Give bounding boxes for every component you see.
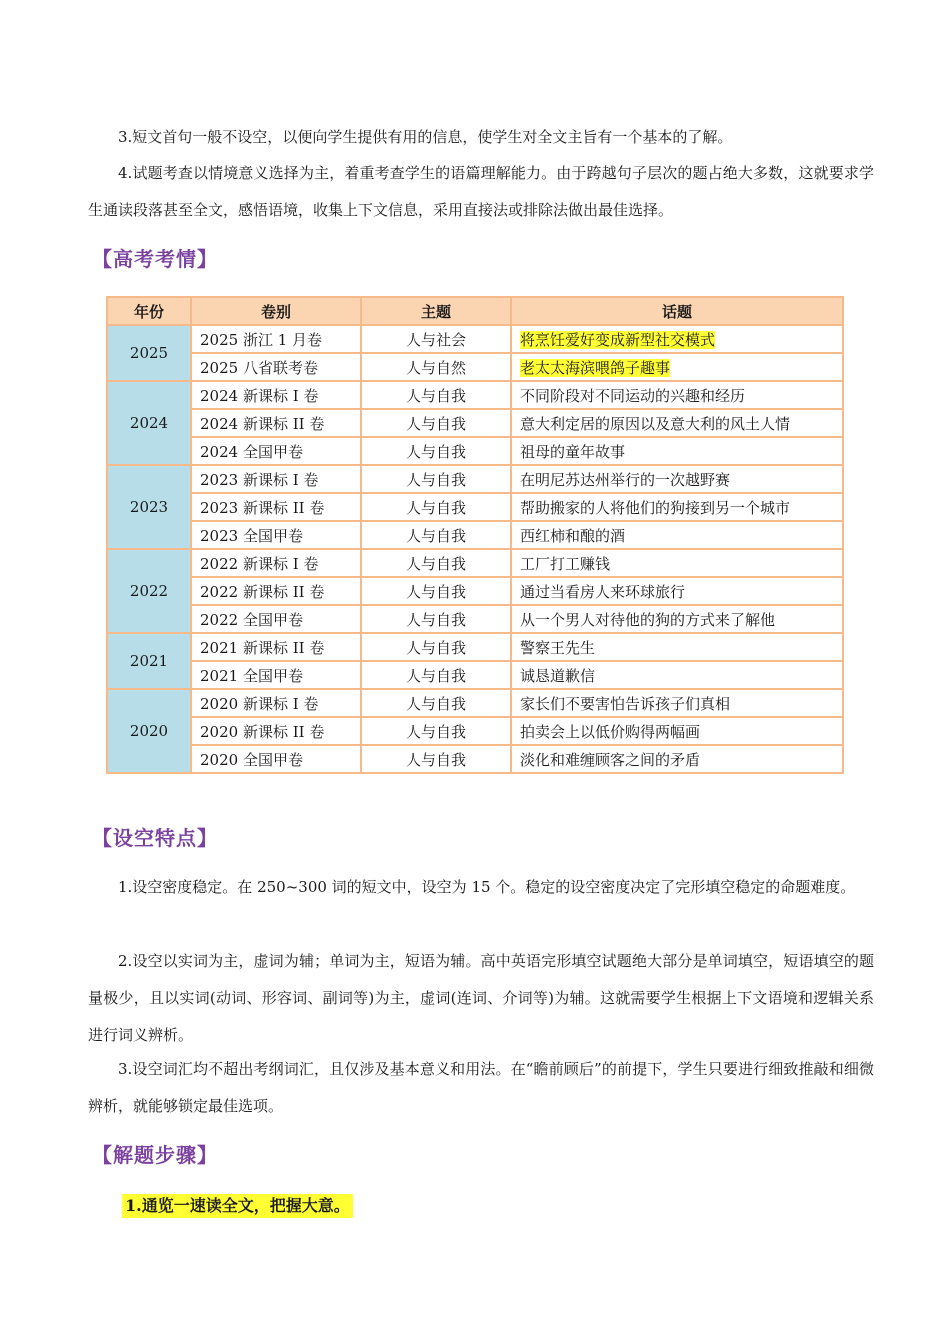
paper-cell: 2024 新课标 II 卷 xyxy=(191,409,361,437)
header-theme: 主题 xyxy=(361,297,511,325)
theme-cell: 人与自然 xyxy=(361,353,511,381)
topic-text: 警察王先生 xyxy=(520,638,596,657)
topic-text: 工厂打工赚钱 xyxy=(520,554,611,573)
section-title-exam-info: 【高考考情】 xyxy=(92,247,218,271)
exam-topics-table xyxy=(106,296,844,774)
table-row xyxy=(107,605,843,633)
paper-cell: 2021 新课标 II 卷 xyxy=(191,633,361,661)
paper-cell: 2023 新课标 II 卷 xyxy=(191,493,361,521)
theme-cell: 人与自我 xyxy=(361,437,511,465)
theme-cell: 人与自我 xyxy=(361,661,511,689)
paper-cell: 2025 八省联考卷 xyxy=(191,353,361,381)
table-row xyxy=(107,577,843,605)
topic-cell xyxy=(511,437,843,465)
table-row xyxy=(107,661,843,689)
topic-cell xyxy=(511,577,843,605)
paper-cell: 2020 新课标 I 卷 xyxy=(191,689,361,717)
topic-cell xyxy=(511,465,843,493)
theme-cell: 人与自我 xyxy=(361,493,511,521)
features-paragraph-3: 3.设空词汇均不超出考纲词汇，且仅涉及基本意义和用法。在“瞻前顾后”的前提下，学生只要进行细致推敲和细微辨析，就能够锁定最佳选项。 xyxy=(88,1060,874,1115)
theme-cell: 人与自我 xyxy=(361,381,511,409)
table-row xyxy=(107,437,843,465)
intro-paragraph-4: 4.试题考查以情境意义选择为主，着重考查学生的语篇理解能力。由于跨越句子层次的题占绝大多数，这就要求学生通读段落甚至全文，感悟语境，收集上下文信息，采用直接法或排除法做出最佳选择。 xyxy=(88,164,874,219)
topic-cell xyxy=(511,409,843,437)
topic-text: 西红柿和酿的酒 xyxy=(520,526,626,545)
year-cell: 2023 xyxy=(107,465,191,549)
topic-text: 从一个男人对待他的狗的方式来了解他 xyxy=(520,610,776,629)
topic-text: 将烹饪爱好变成新型社交模式 xyxy=(520,330,716,349)
theme-cell: 人与自我 xyxy=(361,605,511,633)
theme-cell: 人与自我 xyxy=(361,465,511,493)
table-row xyxy=(107,521,843,549)
topic-text: 诚恳道歉信 xyxy=(520,666,596,685)
table-row xyxy=(107,493,843,521)
topic-text: 祖母的童年故事 xyxy=(520,442,626,461)
table-row xyxy=(107,465,843,493)
topic-cell xyxy=(511,689,843,717)
year-cell: 2020 xyxy=(107,689,191,773)
paper-cell: 2025 浙江 1 月卷 xyxy=(191,325,361,353)
year-cell: 2024 xyxy=(107,381,191,465)
header-paper: 卷别 xyxy=(191,297,361,325)
topic-cell xyxy=(511,661,843,689)
topic-cell xyxy=(511,717,843,745)
topic-cell xyxy=(511,493,843,521)
table-row xyxy=(107,717,843,745)
theme-cell: 人与自我 xyxy=(361,689,511,717)
table-row xyxy=(107,353,843,381)
theme-cell: 人与自我 xyxy=(361,521,511,549)
year-cell: 2022 xyxy=(107,549,191,633)
topic-text: 不同阶段对不同运动的兴趣和经历 xyxy=(520,386,746,405)
topic-text: 通过当看房人来环球旅行 xyxy=(520,582,686,601)
table-row xyxy=(107,745,843,773)
theme-cell: 人与自我 xyxy=(361,717,511,745)
theme-cell: 人与自我 xyxy=(361,549,511,577)
theme-cell: 人与社会 xyxy=(361,325,511,353)
topic-cell xyxy=(511,549,843,577)
paper-cell: 2021 全国甲卷 xyxy=(191,661,361,689)
paper-cell: 2024 新课标 I 卷 xyxy=(191,381,361,409)
topic-cell xyxy=(511,745,843,773)
topic-text: 老太太海滨喂鸽子趣事 xyxy=(520,358,671,377)
paper-cell: 2020 新课标 II 卷 xyxy=(191,717,361,745)
year-cell: 2025 xyxy=(107,325,191,381)
theme-cell: 人与自我 xyxy=(361,745,511,773)
table-row xyxy=(107,381,843,409)
table-row xyxy=(107,325,843,353)
paper-cell: 2022 全国甲卷 xyxy=(191,605,361,633)
topic-text: 在明尼苏达州举行的一次越野赛 xyxy=(520,470,731,489)
topic-cell xyxy=(511,633,843,661)
topic-cell xyxy=(511,521,843,549)
table-row xyxy=(107,689,843,717)
topic-text: 拍卖会上以低价购得两幅画 xyxy=(520,722,701,741)
paper-cell: 2024 全国甲卷 xyxy=(191,437,361,465)
table-row xyxy=(107,633,843,661)
table-row xyxy=(107,409,843,437)
table-row xyxy=(107,549,843,577)
year-cell: 2021 xyxy=(107,633,191,689)
paper-cell: 2020 全国甲卷 xyxy=(191,745,361,773)
theme-cell: 人与自我 xyxy=(361,633,511,661)
theme-cell: 人与自我 xyxy=(361,409,511,437)
section-title-blank-features: 【设空特点】 xyxy=(92,826,218,850)
topic-cell xyxy=(511,381,843,409)
intro-paragraph-3: 3.短文首句一般不设空，以便向学生提供有用的信息，使学生对全文主旨有一个基本的了解。 xyxy=(118,128,733,146)
topic-cell xyxy=(511,353,843,381)
theme-cell: 人与自我 xyxy=(361,577,511,605)
step-1-highlight: 1.通览一速读全文，把握大意。 xyxy=(122,1194,353,1218)
topic-text: 帮助搬家的人将他们的狗接到另一个城市 xyxy=(520,498,791,517)
topic-text: 家长们不要害怕告诉孩子们真相 xyxy=(520,694,731,713)
topic-cell xyxy=(511,605,843,633)
topic-text: 淡化和难缠顾客之间的矛盾 xyxy=(520,750,701,769)
paper-cell: 2022 新课标 II 卷 xyxy=(191,577,361,605)
topic-cell xyxy=(511,325,843,353)
paper-cell: 2023 全国甲卷 xyxy=(191,521,361,549)
features-paragraph-1: 1.设空密度稳定。在 250~300 词的短文中，设空为 15 个。稳定的设空密度决定了完形填空稳定的命题难度。 xyxy=(118,878,856,896)
section-title-solving-steps: 【解题步骤】 xyxy=(92,1143,218,1167)
features-paragraph-2: 2.设空以实词为主，虚词为辅；单词为主，短语为辅。高中英语完形填空试题绝大部分是单词填空，短语填空的题量极少，且以实词(动词、形容词、副词等)为主，虚词(连词、介词等)为辅。这就需要学生根据上下文语境和逻辑关系进行词义辨析。 xyxy=(88,952,874,1044)
topic-text: 意大利定居的原因以及意大利的风土人情 xyxy=(520,414,791,433)
header-topic: 话题 xyxy=(511,297,843,325)
header-year: 年份 xyxy=(107,297,191,325)
table-header-row xyxy=(107,297,843,325)
paper-cell: 2023 新课标 I 卷 xyxy=(191,465,361,493)
paper-cell: 2022 新课标 I 卷 xyxy=(191,549,361,577)
